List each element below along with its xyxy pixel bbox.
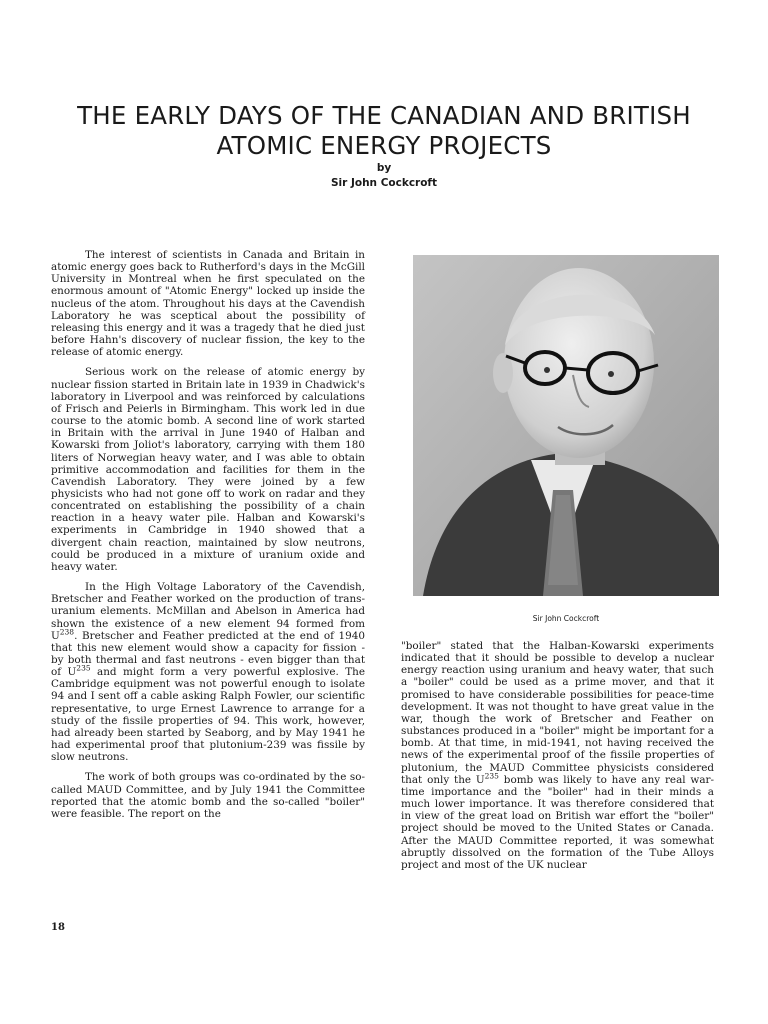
author-name: Sir John Cockcroft <box>330 177 438 189</box>
byline-by: by <box>376 162 392 174</box>
portrait-photo <box>413 255 719 596</box>
article-title-line-1: THE EARLY DAYS OF THE CANADIAN AND BRITISH <box>77 101 691 130</box>
paragraph-3-text-c: and might form a very powerful explosive. The Cambridge equipment was not powerful enough to isolate 94 and I sent off a cable asking Ralph Fowler, our scientific representative, to urge Ernest Lawrence to arrange for a study of the fissile properties of 94. This work, however, had already been started by Seaborg, and by May 1941 he had experimental proof that plutonium-239 was fissile by slow neutrons. <box>51 666 365 764</box>
paragraph-1: The interest of scientists in Canada and Britain in atomic energy goes back to Rutherford's days in the McGill University in Montreal when he first speculated on the enormous amount of "Atomic Energy" locked up inside the nucleus of the atom. Throughout his days at the Cavendish Laboratory he was sceptical about the possibility of releasing this energy and it was a tragedy that he died just before Hahn's discovery of nuclear fission, the key to the release of atomic energy. <box>51 249 365 359</box>
paragraph-4: The work of both groups was co-ordinated by the so-called MAUD Committee, and by July 1941 the Committee reported that the atomic bomb and the so-called "boiler" were feasible. The report on the <box>51 771 365 820</box>
paragraph-2: Serious work on the release of atomic energy by nuclear fission started in Britain late in 1939 in Chadwick's laboratory in Liverpool and was reinforced by calculations of Frisch and Peierls in Birmingham. This work led in due course to the atomic bomb. A second line of work started in Britain with the arrival in June 1940 of Halban and Kowarski from Joliot's laboratory, carrying with them 180 liters of Norwegian heavy water, and I was able to obtain primitive accommodation and facilities for them in the Cavendish Laboratory. They were joined by a few physicists who had not gone off to work on radar and they concentrated on establishing the possibility of a chain reaction in a heavy water pile. Halban and Kowarski's experiments in Cambridge in 1940 showed that a divergent chain reaction, maintained by slow neutrons, could be produced in a mixture of uranium oxide and heavy water. <box>51 366 365 573</box>
photo-caption: Sir John Cockcroft <box>532 614 600 623</box>
paragraph-3-text-a: In the High Voltage Laboratory of the Cavendish, Bretscher and Feather worked on the production of trans-uranium elements. McMillan and Abelson in America had shown the existence of a new element 94 formed from U <box>51 581 365 642</box>
paragraph-continued <box>401 640 714 871</box>
paragraph-3 <box>51 581 365 763</box>
portrait-illustration <box>413 255 719 596</box>
article-title-line-2: ATOMIC ENERGY PROJECTS <box>216 131 552 160</box>
page-number: 18 <box>51 922 65 933</box>
left-text-column <box>51 249 365 828</box>
paragraph-3-text-b: . Bretscher and Feather predicted at the end of 1940 that this new element would show a capacity for fission - by both thermal and fast neutrons - even bigger than that of U <box>51 629 365 679</box>
isotope-superscript-235: 235 <box>76 663 91 673</box>
paragraph-continued-text-b: bomb was likely to have any real war-time importance and the "boiler" had in their minds a much lower importance. It was therefore considered that in view of the great load on British war effort the "boiler" project should be moved to the United States or Canada. After the MAUD Committee reported, it was somewhat abruptly dissolved on the formation of the Tube Alloys project and most of the UK nuclear <box>401 773 714 871</box>
paragraph-continued-text-a: "boiler" stated that the Halban-Kowarski experiments indicated that it should be possible to develop a nuclear energy reaction using uranium and heavy water, that such a "boiler" could be used as a prime mover, and that it promised to have considerable possibilities for peace-time development. It was not thought to have great value in the war, though the work of Bretscher and Feather on substances produced in a "boiler" might be important for a bomb. At that time, in mid-1941, not having received the news of the experimental proof of the fissile properties of plutonium, the MAUD Committee physicists considered that only the U <box>401 640 714 786</box>
isotope-superscript-235-right: 235 <box>484 771 499 781</box>
right-text-column <box>401 640 714 879</box>
isotope-superscript-238: 238 <box>59 627 75 637</box>
